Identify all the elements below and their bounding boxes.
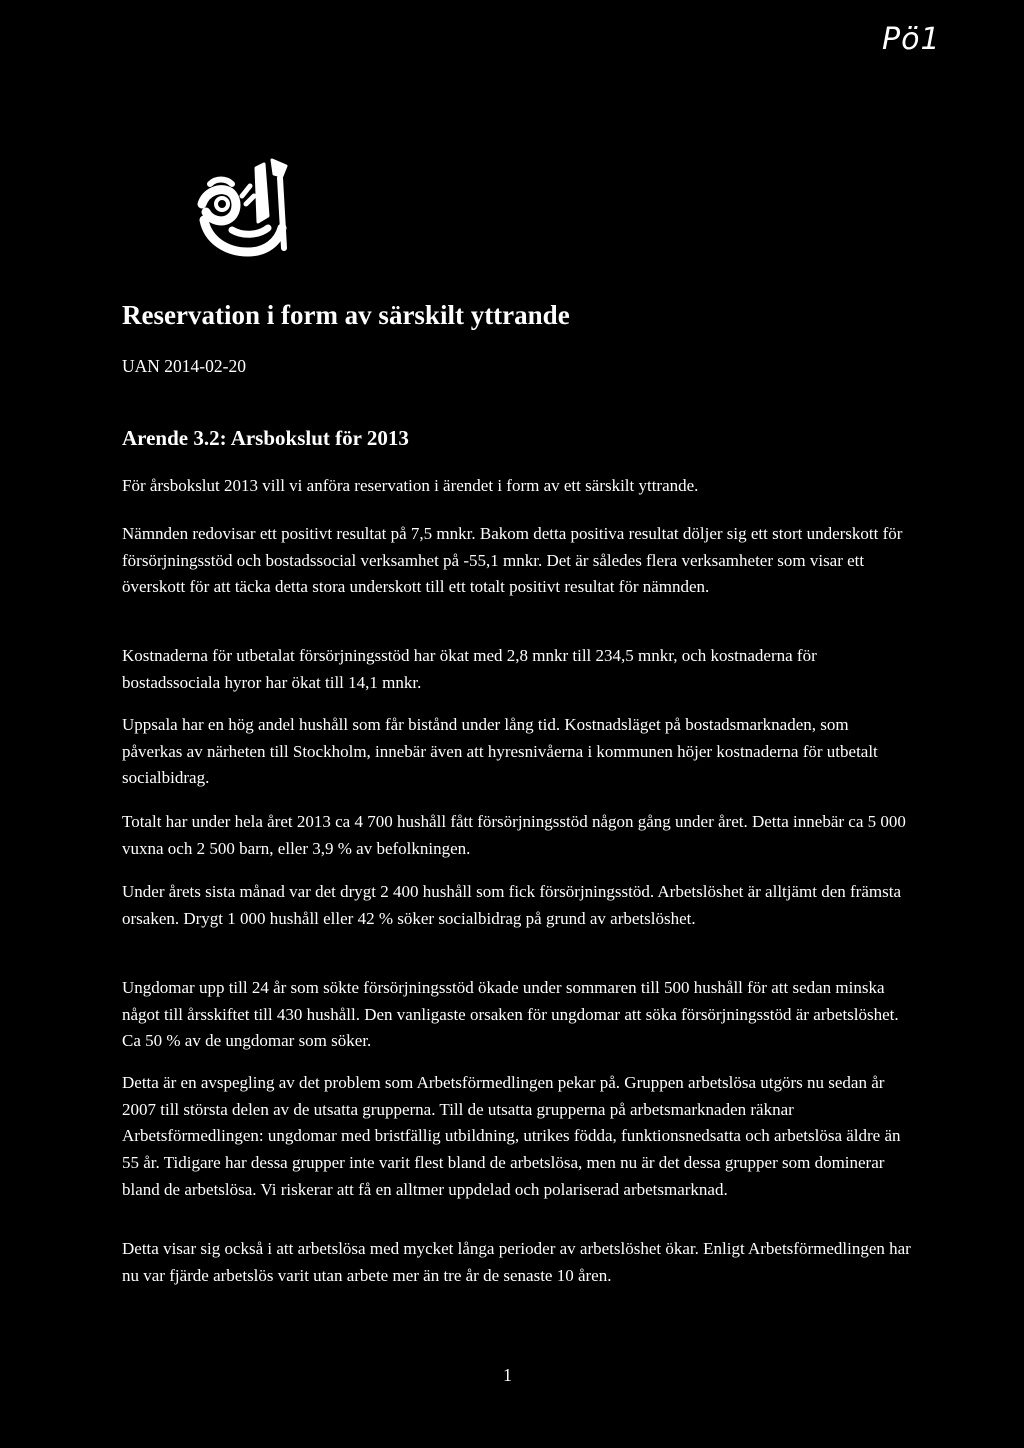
meeting-reference: UAN 2014-02-20 xyxy=(122,356,246,376)
paragraph: Nämnden redovisar ett positivt resultat på 7,5 mnkr. Bakom detta positiva resultat döljer sig ett stort underskott för försörjningsstöd och bostadssocial verksamhet på -55,1 mnkr. Det är således flera verksamheter som visar ett överskott för att täcka detta stora underskott till ett totalt positivt resultat för nämnden. xyxy=(122,524,903,597)
party-logo-icon xyxy=(196,156,296,260)
page-number: 1 xyxy=(503,1365,512,1385)
paragraph: Under årets sista månad var det drygt 2 400 hushåll som fick försörjningsstöd. Arbetslöshet är alltjämt den främsta orsaken. Drygt 1 000 hushåll eller 42 % söker socialbidrag på grund av arbetslöshet. xyxy=(122,882,901,928)
paragraph: För årsbokslut 2013 vill vi anföra reservation i ärendet i form av ett särskilt yttrande. xyxy=(122,476,699,495)
paragraph: Totalt har under hela året 2013 ca 4 700 hushåll fått försörjningsstöd någon gång under året. Detta innebär ca 5 000 vuxna och 2 500 barn, eller 3,9 % av befolkningen. xyxy=(122,812,906,858)
paragraph: Detta är en avspegling av det problem som Arbetsförmedlingen pekar på. Gruppen arbetslösa utgörs nu sedan år 2007 till största delen av de utsatta grupperna. Till de utsatta grupperna på arbetsmarknaden räknar Arbetsförmedlingen: ungdomar med bristfällig utbildning, utrikes födda, funktionsnedsatta och arbetslösa äldre än 55 år. Tidigare har dessa grupper inte varit flest bland de arbetslösa, men nu är det dessa grupper som dominerar bland de arbetslösa. Vi riskerar att få en alltmer uppdelad och polariserad arbetsmarknad. xyxy=(122,1073,901,1199)
paragraph: Uppsala har en hög andel hushåll som får bistånd under lång tid. Kostnadsläget på bostadsmarknaden, som påverkas av närheten till Stockholm, innebär även att hyresnivåerna i kommunen höjer kostnaderna för utbetalt socialbidrag. xyxy=(122,715,878,788)
paragraph: Kostnaderna för utbetalat försörjningsstöd har ökat med 2,8 mnkr till 234,5 mnkr, och kostnaderna för bostadssociala hyror har ökat till 14,1 mnkr. xyxy=(122,646,817,692)
paragraph: Detta visar sig också i att arbetslösa med mycket långa perioder av arbetslöshet ökar. Enligt Arbetsförmedlingen har nu var fjärde arbetslös varit utan arbete mer än tre år de senaste 10 åren. xyxy=(122,1239,911,1285)
section-heading: Arende 3.2: Arsbokslut för 2013 xyxy=(122,426,409,450)
handwritten-note: Pö1 xyxy=(882,22,941,57)
paragraph: Ungdomar upp till 24 år som sökte försörjningsstöd ökade under sommaren till 500 hushåll för att sedan minska något till årsskiftet till 430 hushåll. Den vanligaste orsaken för ungdomar att söka försörjningsstöd är arbetslöshet. Ca 50 % av de ungdomar som söker. xyxy=(122,978,899,1051)
document-title: Reservation i form av särskilt yttrande xyxy=(122,300,570,330)
